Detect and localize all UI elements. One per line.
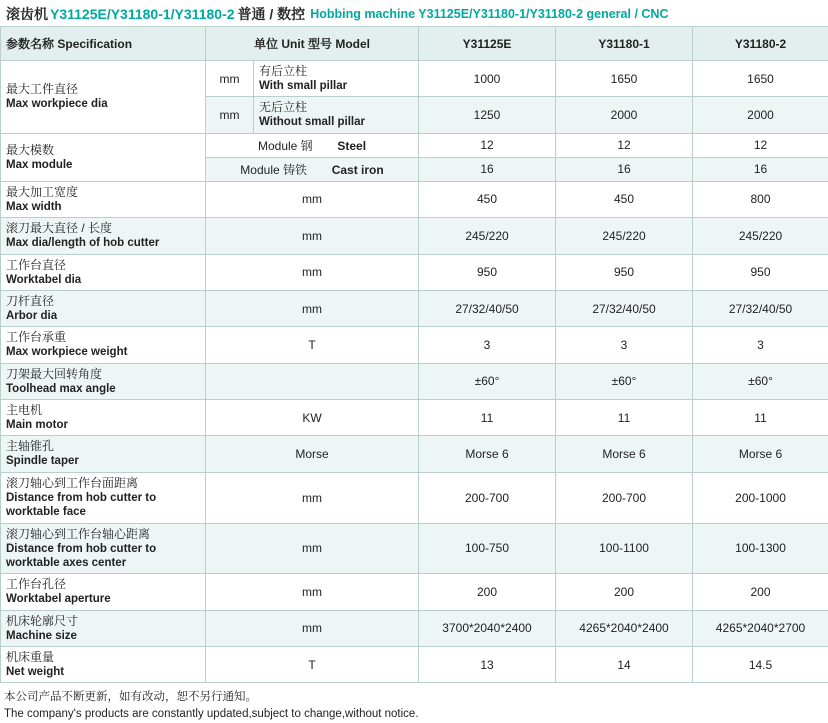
value-cell: 4265*2040*2700 [693, 610, 828, 646]
unit-cell: mm [206, 574, 419, 610]
table-row [1, 363, 828, 399]
value-cell: 16 [556, 157, 693, 181]
value-cell: 800 [693, 181, 828, 217]
row-label-en: Max dia/length of hob cutter [6, 236, 200, 250]
value-cell: 1000 [419, 61, 556, 97]
sub-label-en: With small pillar [259, 79, 413, 93]
footer-note-en: The company's products are constantly updated,subject to change,without notice. [4, 706, 824, 723]
header-spec-cell [1, 27, 206, 61]
row-label-en: Main motor [6, 418, 200, 432]
table-row [1, 472, 828, 523]
row-label-en: Max workpiece weight [6, 345, 200, 359]
row-label-en: Max module [6, 158, 200, 172]
value-cell: 450 [556, 181, 693, 217]
row-label-max-workpiece-dia [1, 61, 206, 134]
value-cell: 1250 [419, 97, 556, 133]
value-cell: 200-700 [556, 472, 693, 523]
value-cell: 245/220 [693, 218, 828, 254]
header-model-y31125e: Y31125E [419, 27, 556, 61]
row-label-main-motor [1, 400, 206, 436]
value-cell: 950 [693, 254, 828, 290]
value-cell: 200-1000 [693, 472, 828, 523]
specification-table [0, 26, 828, 683]
row-label-en: Worktabel aperture [6, 592, 200, 606]
table-row [1, 181, 828, 217]
row-label-cn: 最大工件直径 [6, 82, 200, 97]
unit-cell: mm [206, 523, 419, 574]
table-row [1, 290, 828, 326]
row-label-max-module [1, 133, 206, 181]
unit-cell: mm [206, 97, 254, 133]
row-label-cn: 刀杆直径 [6, 294, 200, 309]
row-label-en: Arbor dia [6, 309, 200, 323]
sub-label-en: Steel [337, 139, 366, 153]
table-row [1, 254, 828, 290]
table-row [1, 523, 828, 574]
row-label-cn: 主轴锥孔 [6, 439, 200, 454]
value-cell: 1650 [556, 61, 693, 97]
row-label-en: Net weight [6, 665, 200, 679]
sub-label-cn: Module 钢 [258, 139, 313, 153]
value-cell: Morse 6 [693, 436, 828, 472]
value-cell: 27/32/40/50 [556, 290, 693, 326]
row-label-cn: 滚刀轴心到工作台轴心距离 [6, 527, 200, 542]
row-label-cn: 滚刀轴心到工作台面距离 [6, 476, 200, 491]
unit-cell: mm [206, 61, 254, 97]
value-cell: 27/32/40/50 [693, 290, 828, 326]
unit-cell: mm [206, 218, 419, 254]
row-label-cn: 最大加工宽度 [6, 185, 200, 200]
row-label-cn: 机床轮廓尺寸 [6, 614, 200, 629]
value-cell: 13 [419, 647, 556, 683]
value-cell: 14.5 [693, 647, 828, 683]
value-cell: 3 [556, 327, 693, 363]
row-label-en: Distance from hob cutter to worktable axes center [6, 542, 200, 571]
row-label-machine-size [1, 610, 206, 646]
title-cn-suffix: 普通 / 数控 [238, 4, 306, 24]
row-label-distance-hob-to-worktable-face [1, 472, 206, 523]
row-label-en: Toolhead max angle [6, 382, 200, 396]
value-cell: 100-750 [419, 523, 556, 574]
row-label-worktable-dia [1, 254, 206, 290]
footer-note [0, 683, 828, 722]
row-label-cn: 机床重量 [6, 650, 200, 665]
sub-label-module-cast-iron [206, 157, 419, 181]
title-en: Hobbing machine Y31125E/Y31180-1/Y31180-2 general / CNC [310, 7, 668, 21]
value-cell: 3 [419, 327, 556, 363]
value-cell: 950 [556, 254, 693, 290]
row-label-en: Spindle taper [6, 454, 200, 468]
header-unit-cn: 单位 Unit [254, 37, 305, 51]
value-cell: 100-1100 [556, 523, 693, 574]
row-label-spindle-taper [1, 436, 206, 472]
value-cell: 12 [556, 133, 693, 157]
value-cell: Morse 6 [419, 436, 556, 472]
row-label-en: Machine size [6, 629, 200, 643]
row-label-cn: 滚刀最大直径 / 长度 [6, 221, 200, 236]
title-cn: 滚齿机 [6, 4, 48, 24]
row-label-en: Worktabel dia [6, 273, 200, 287]
row-label-cn: 刀架最大回转角度 [6, 367, 200, 382]
unit-cell: T [206, 327, 419, 363]
table-row [1, 647, 828, 683]
unit-cell: mm [206, 254, 419, 290]
sub-label-without-small-pillar [254, 97, 419, 133]
unit-cell [206, 363, 419, 399]
value-cell: ±60° [556, 363, 693, 399]
table-row [1, 610, 828, 646]
value-cell: 12 [693, 133, 828, 157]
value-cell: 450 [419, 181, 556, 217]
value-cell: 3 [693, 327, 828, 363]
value-cell: 11 [419, 400, 556, 436]
row-label-distance-hob-to-worktable-axes [1, 523, 206, 574]
sub-label-en: Without small pillar [259, 115, 413, 129]
value-cell: 14 [556, 647, 693, 683]
row-label-en: Max width [6, 200, 200, 214]
sub-label-en: Cast iron [332, 163, 384, 177]
value-cell: 3700*2040*2400 [419, 610, 556, 646]
header-model-y31180-1: Y31180-1 [556, 27, 693, 61]
sub-label-module-steel [206, 133, 419, 157]
row-label-toolhead-max-angle [1, 363, 206, 399]
row-label-en: Max workpiece dia [6, 97, 200, 111]
table-header-row [1, 27, 828, 61]
value-cell: 950 [419, 254, 556, 290]
header-unit-cell [206, 27, 419, 61]
value-cell: 16 [419, 157, 556, 181]
row-label-cn: 工作台直径 [6, 258, 200, 273]
row-label-max-width [1, 181, 206, 217]
value-cell: 200-700 [419, 472, 556, 523]
unit-cell: T [206, 647, 419, 683]
table-row [1, 133, 828, 157]
sub-label-cn: 有后立柱 [259, 64, 413, 79]
value-cell: 2000 [693, 97, 828, 133]
value-cell: Morse 6 [556, 436, 693, 472]
table-row [1, 327, 828, 363]
row-label-cn: 工作台承重 [6, 330, 200, 345]
value-cell: 4265*2040*2400 [556, 610, 693, 646]
header-spec-cn: 参数名称 [6, 37, 54, 51]
value-cell: 2000 [556, 97, 693, 133]
unit-cell: Morse [206, 436, 419, 472]
value-cell: ±60° [419, 363, 556, 399]
value-cell: 200 [419, 574, 556, 610]
unit-cell: mm [206, 181, 419, 217]
sub-label-cn: Module 铸铁 [240, 163, 307, 177]
value-cell: 245/220 [556, 218, 693, 254]
row-label-max-dia-length-hob-cutter [1, 218, 206, 254]
unit-cell: mm [206, 610, 419, 646]
table-row [1, 218, 828, 254]
value-cell: 27/32/40/50 [419, 290, 556, 326]
header-spec-en: Specification [57, 37, 132, 51]
value-cell: ±60° [693, 363, 828, 399]
row-label-worktable-aperture [1, 574, 206, 610]
row-label-cn: 主电机 [6, 403, 200, 418]
row-label-arbor-dia [1, 290, 206, 326]
value-cell: 11 [556, 400, 693, 436]
row-label-cn: 工作台孔径 [6, 577, 200, 592]
value-cell: 200 [556, 574, 693, 610]
row-label-cn: 最大模数 [6, 143, 200, 158]
table-row [1, 574, 828, 610]
sub-label-with-small-pillar [254, 61, 419, 97]
unit-cell: KW [206, 400, 419, 436]
unit-cell: mm [206, 472, 419, 523]
table-row [1, 61, 828, 97]
value-cell: 1650 [693, 61, 828, 97]
row-label-net-weight [1, 647, 206, 683]
table-row [1, 436, 828, 472]
header-model-y31180-2: Y31180-2 [693, 27, 828, 61]
title-model: Y31125E/Y31180-1/Y31180-2 [50, 6, 235, 22]
unit-cell: mm [206, 290, 419, 326]
value-cell: 11 [693, 400, 828, 436]
value-cell: 12 [419, 133, 556, 157]
sub-label-cn: 无后立柱 [259, 100, 413, 115]
page-title [0, 0, 828, 26]
value-cell: 200 [693, 574, 828, 610]
header-model-cn: 型号 Model [308, 37, 370, 51]
footer-note-cn: 本公司产品不断更新，如有改动，恕不另行通知。 [4, 689, 824, 706]
value-cell: 100-1300 [693, 523, 828, 574]
table-row [1, 400, 828, 436]
row-label-max-workpiece-weight [1, 327, 206, 363]
value-cell: 16 [693, 157, 828, 181]
row-label-en: Distance from hob cutter to worktable face [6, 491, 200, 520]
value-cell: 245/220 [419, 218, 556, 254]
